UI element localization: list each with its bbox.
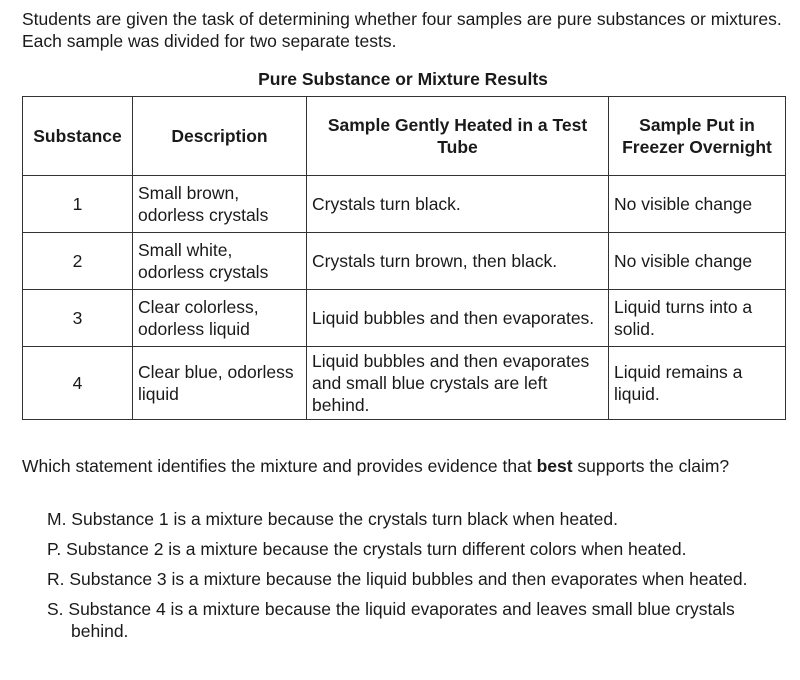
- table-header-row: [23, 97, 786, 176]
- header-substance: Substance: [23, 97, 133, 176]
- cell-description: Small brown, odorless crystals: [133, 176, 307, 233]
- answer-choices: [47, 508, 792, 650]
- cell-substance: 4: [23, 347, 133, 420]
- cell-substance: 3: [23, 290, 133, 347]
- header-freezer: Sample Put in Freezer Overnight: [609, 97, 786, 176]
- cell-freezer: No visible change: [609, 233, 786, 290]
- table-row: [23, 290, 786, 347]
- header-heated: Sample Gently Heated in a Test Tube: [307, 97, 609, 176]
- table-row: [23, 176, 786, 233]
- intro-paragraph: Students are given the task of determining whether four samples are pure substances or mixtures. Each sample was divided for two separate tests.: [22, 9, 782, 51]
- cell-description: Clear colorless, odorless liquid: [133, 290, 307, 347]
- cell-freezer: Liquid turns into a solid.: [609, 290, 786, 347]
- answer-choice-r[interactable]: R. Substance 3 is a mixture because the liquid bubbles and then evaporates when heated.: [47, 569, 748, 589]
- question-text-end: supports the claim?: [572, 456, 730, 476]
- question-text-start: Which statement identifies the mixture and provides evidence that: [22, 456, 537, 476]
- cell-heated: Crystals turn black.: [307, 176, 609, 233]
- cell-description: Small white, odorless crystals: [133, 233, 307, 290]
- answer-choice-p[interactable]: P. Substance 2 is a mixture because the crystals turn different colors when heated.: [47, 539, 687, 559]
- header-description: Description: [133, 97, 307, 176]
- table-row: [23, 347, 786, 420]
- question-emphasis: best: [536, 456, 573, 476]
- table-row: [23, 233, 786, 290]
- cell-description: Clear blue, odorless liquid: [133, 347, 307, 420]
- cell-substance: 1: [23, 176, 133, 233]
- cell-freezer: Liquid remains a liquid.: [609, 347, 786, 420]
- answer-choice-s[interactable]: S. Substance 4 is a mixture because the liquid evaporates and leaves small blue crystals behind.: [47, 599, 735, 641]
- cell-heated: Liquid bubbles and then evaporates and small blue crystals are left behind.: [307, 347, 609, 420]
- cell-freezer: No visible change: [609, 176, 786, 233]
- cell-heated: Liquid bubbles and then evaporates.: [307, 290, 609, 347]
- cell-substance: 2: [23, 233, 133, 290]
- cell-heated: Crystals turn brown, then black.: [307, 233, 609, 290]
- answer-choice-m[interactable]: M. Substance 1 is a mixture because the crystals turn black when heated.: [47, 509, 618, 529]
- question-text: [22, 455, 792, 477]
- results-table: [22, 96, 786, 420]
- table-title: Pure Substance or Mixture Results: [258, 69, 548, 89]
